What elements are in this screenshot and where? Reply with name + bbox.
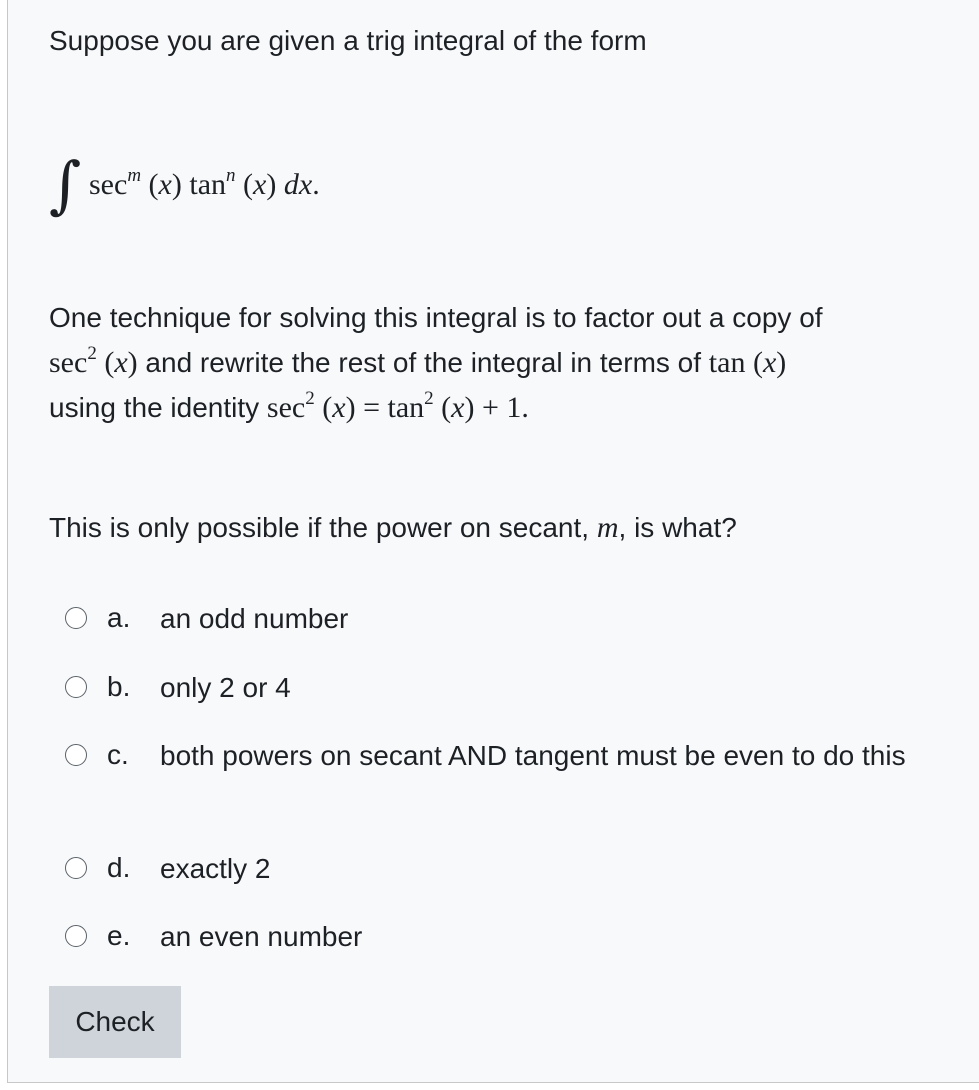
radio-button-e[interactable] [65, 925, 87, 947]
plus-one: + 1 [474, 391, 522, 424]
question-prompt [49, 505, 737, 550]
answer-letter: e. [107, 920, 131, 951]
technique-line-2: $\sec^2 (x)$ and rewrite the rest of the integral in terms of tan (x) [49, 343, 787, 379]
sec-power: 2 [305, 388, 315, 409]
answer-text[interactable]: an odd number [160, 603, 349, 634]
integral-period: . [312, 168, 320, 201]
check-button[interactable]: Check [49, 986, 181, 1058]
answer-text[interactable]: exactly 2 [160, 853, 271, 884]
question-card [7, 0, 979, 1083]
radio-button-b[interactable] [65, 676, 87, 698]
sec-power: m [127, 165, 142, 186]
tan-arg: (x) [243, 168, 277, 201]
equals-sign: = [355, 391, 388, 424]
integrand [89, 162, 320, 207]
sec-fn: sec [49, 346, 88, 379]
identity-intro: using the identity [49, 392, 267, 423]
sec-fn: sec [266, 391, 306, 424]
tan-power: n [226, 165, 236, 186]
answer-text[interactable]: an even number [160, 921, 363, 952]
answer-letter: a. [107, 602, 131, 633]
sec-arg: (x) [148, 168, 182, 201]
identity-period: . [521, 391, 529, 424]
radio-button-c[interactable] [65, 744, 87, 766]
differential: dx [283, 168, 313, 201]
technique-line-3 [49, 385, 529, 430]
radio-button-a[interactable] [65, 607, 87, 629]
answer-letter: d. [107, 852, 131, 883]
radio-button-d[interactable] [65, 857, 87, 879]
answer-letter: b. [107, 671, 131, 702]
integral-sign: ∫ [49, 148, 82, 221]
identity-formula: $\sec^2 (x) = \tan^2 (x) + 1$. [266, 388, 529, 424]
tan-power: 2 [424, 388, 434, 409]
prompt-variable: m [596, 511, 619, 544]
tan-fn: tan [708, 346, 746, 379]
sec-fn: sec [89, 168, 128, 201]
answer-text[interactable]: both powers on secant AND tangent must be even to do this [160, 740, 906, 771]
tan-fn: tan [189, 168, 227, 201]
sec-power: 2 [87, 343, 97, 364]
technique-text: and rewrite the rest of the integral in terms of [137, 347, 709, 378]
question-intro: Suppose you are given a trig integral of the form [49, 25, 647, 56]
technique-line-1: One technique for solving this integral is to factor out a copy of [49, 302, 823, 333]
prompt-text: This is only possible if the power on secant, [49, 512, 597, 543]
tan-fn: tan [387, 391, 425, 424]
answer-letter: c. [107, 739, 129, 770]
answer-text[interactable]: only 2 or 4 [160, 672, 291, 703]
prompt-text-end: , is what? [618, 512, 737, 543]
